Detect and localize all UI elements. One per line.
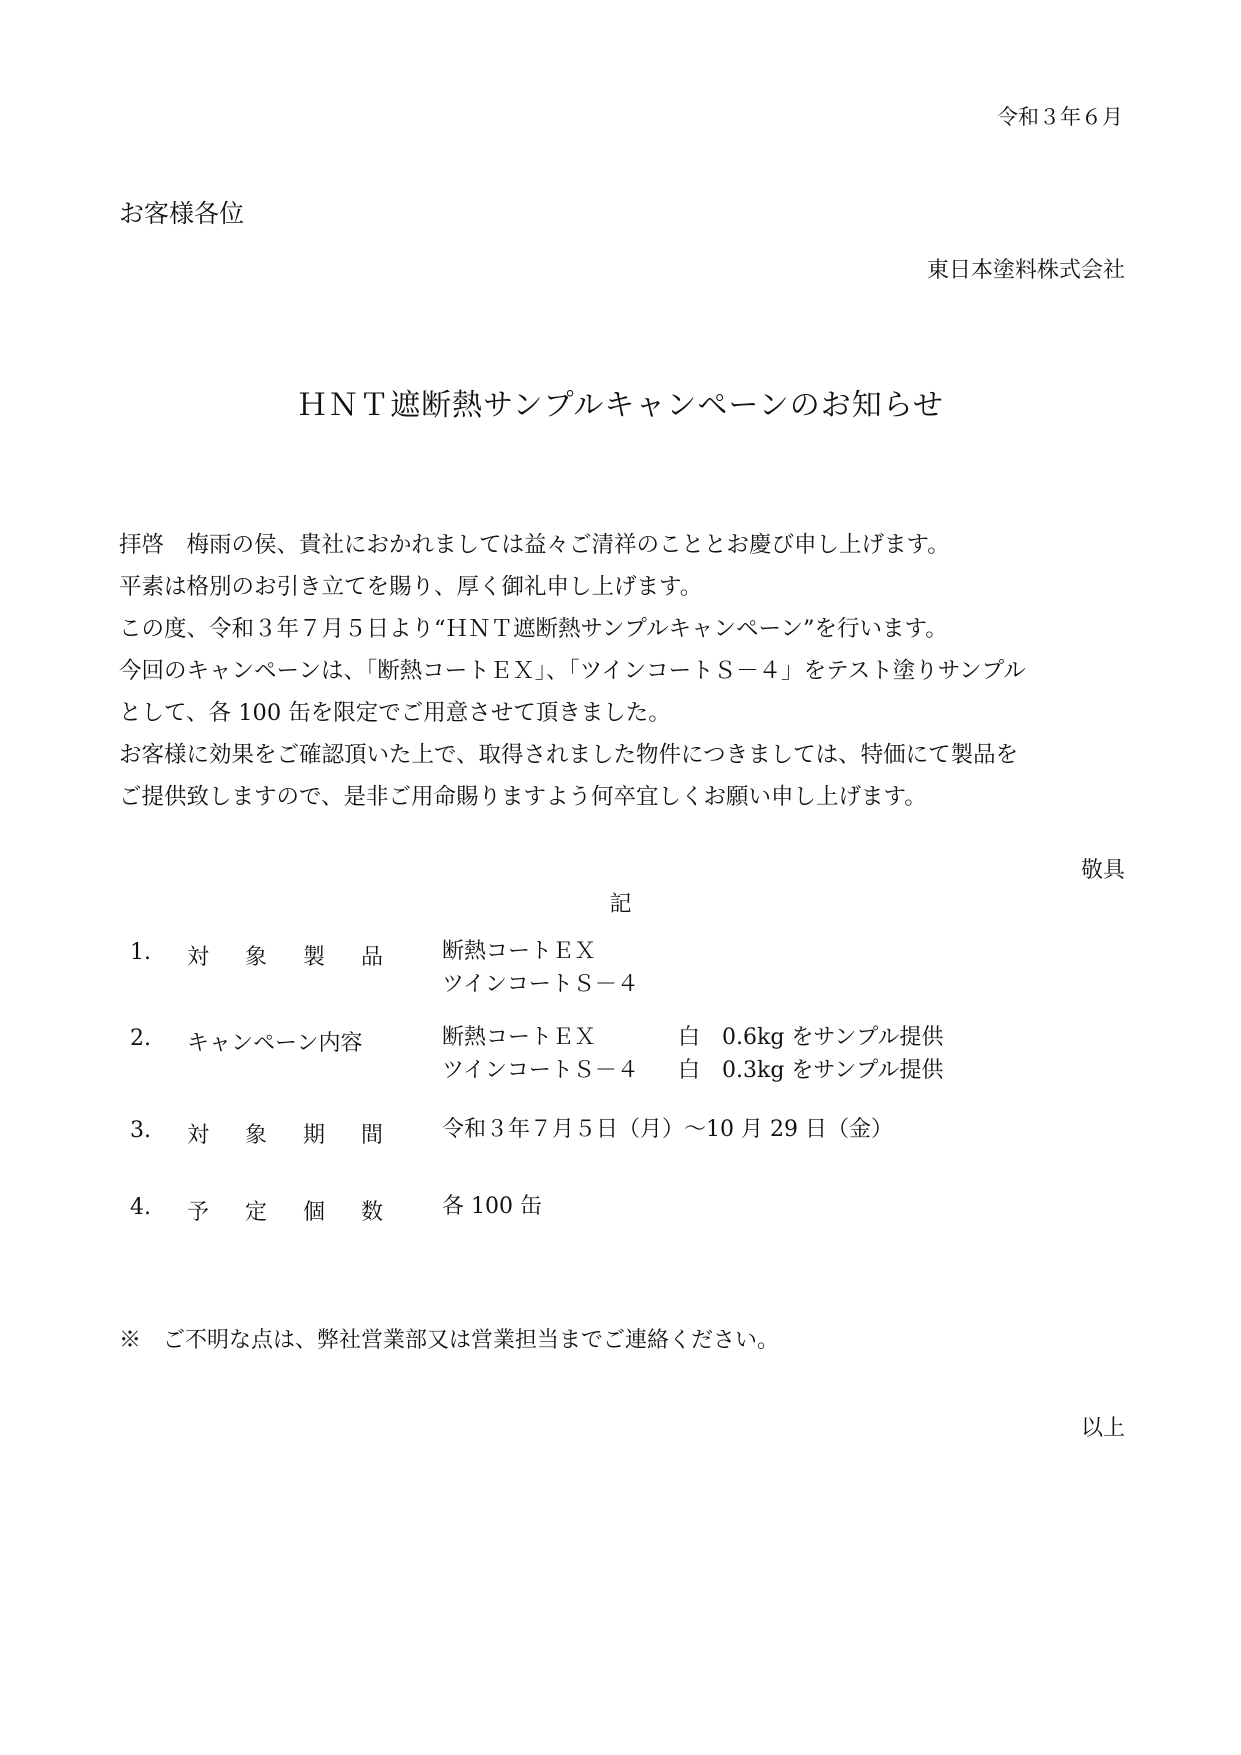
document-date: 令和３年６月 (997, 105, 1123, 129)
body-line: 拝啓 梅雨の侯、貴社におかれましては益々ご清祥のこととお慶び申し上げます。 (119, 532, 950, 558)
item-label: 対 象 期 間 (187, 1123, 383, 1148)
item-values (442, 1021, 943, 1087)
closing-keigu: 敬具 (1080, 858, 1125, 883)
body-line: お客様に効果をご確認頂いた上で、取得されました物件につきましては、特価にて製品を (119, 742, 1019, 768)
item-detail: 白 0.6kg をサンプル提供 (678, 1025, 944, 1050)
body-line: 今回のキャンペーンは、「断熱コートＥＸ」、「ツインコートＳ－４」をテスト塗りサンプル (119, 658, 1026, 684)
item-value: 令和３年７月５日（月）～10 月 29 日（金） (442, 1117, 893, 1142)
body-line: 平素は格別のお引き立てを賜り、厚く御礼申し上げます。 (119, 574, 703, 600)
item-value: 各 100 缶 (442, 1194, 542, 1219)
ki-heading: 記 (609, 892, 632, 917)
item-value: 断熱コートＥＸ (442, 939, 597, 964)
body-line: ご提供致しますので、是非ご用命賜りますよう何卒宜しくお願い申し上げます。 (119, 784, 927, 810)
end-mark: 以上 (1080, 1416, 1125, 1441)
item-number: 1. (130, 940, 151, 965)
item-product: ツインコートＳ－４ (442, 1058, 639, 1083)
item-label: キャンペーン内容 (187, 1031, 363, 1056)
recipient: お客様各位 (119, 199, 245, 228)
item-number: 2. (130, 1026, 151, 1051)
document-title: ＨＮＴ遮断熱サンプルキャンペーンのお知らせ (297, 388, 944, 423)
item-values (442, 1190, 542, 1223)
item-value: ツインコートＳ－４ (442, 972, 639, 997)
contact-note: ※ ご不明な点は、弊社営業部又は営業担当までご連絡ください。 (119, 1328, 780, 1353)
body-line: この度、令和３年７月５日より“ＨＮＴ遮断熱サンプルキャンペーン”を行います。 (119, 616, 948, 642)
item-product: 断熱コートＥＸ (442, 1025, 597, 1050)
item-label: 対 象 製 品 (187, 945, 383, 970)
item-values (442, 1113, 893, 1146)
item-detail: 白 0.3kg をサンプル提供 (678, 1058, 944, 1083)
sender-company: 東日本塗料株式会社 (926, 258, 1125, 283)
item-number: 3. (130, 1118, 151, 1143)
item-values (442, 935, 639, 1001)
item-label: 予 定 個 数 (187, 1200, 383, 1225)
body-line: として、各 100 缶を限定でご用意させて頂きました。 (119, 700, 671, 726)
item-number: 4. (130, 1195, 151, 1220)
letter-body (119, 524, 1129, 818)
